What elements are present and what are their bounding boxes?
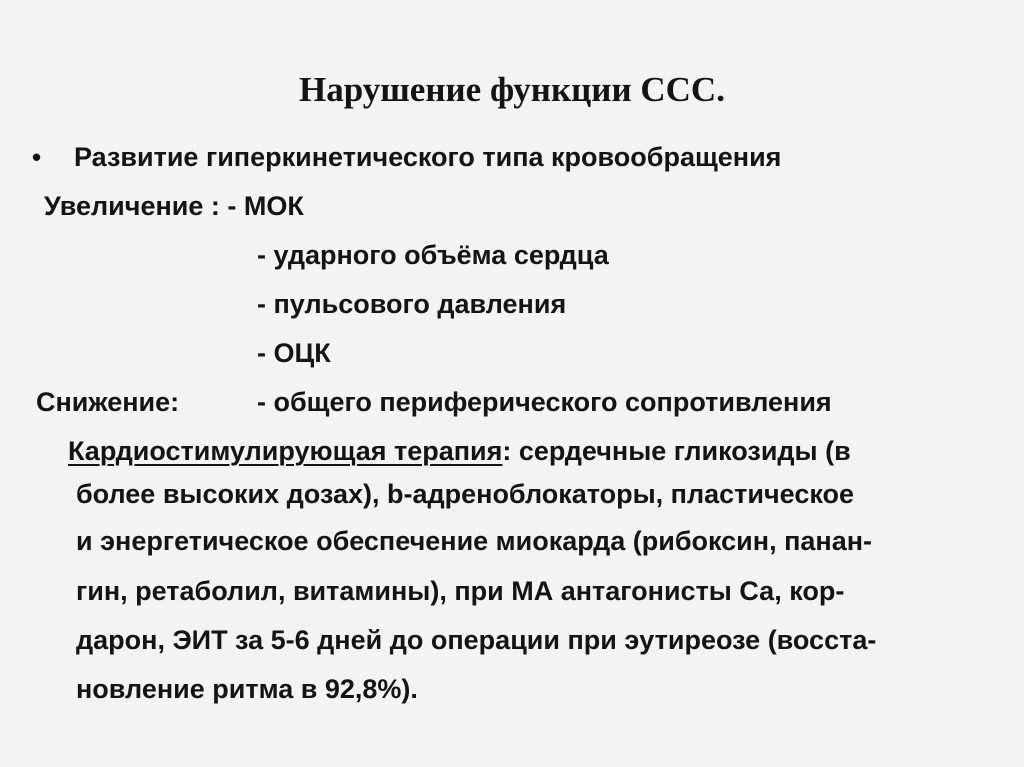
therapy-line-3: гин, ретаболил, витамины), при МА антагонисты Са, кор- bbox=[76, 576, 845, 606]
therapy-heading-suffix: : сердечные гликозиды (в bbox=[502, 436, 851, 466]
decrease-item: - общего периферического сопротивления bbox=[257, 387, 832, 417]
therapy-line-1: более высоких дозах), b-адреноблокаторы, пластическое bbox=[76, 479, 855, 509]
therapy-first-line bbox=[68, 435, 851, 467]
increase-item-pulse-pressure: - пульсового давления bbox=[257, 289, 567, 319]
increase-label: Увеличение : - МОК bbox=[44, 191, 304, 221]
decrease-label: Снижение: bbox=[36, 387, 180, 417]
bullet-icon: • bbox=[32, 142, 42, 172]
increase-item-stroke-volume: - ударного объёма сердца bbox=[257, 240, 609, 270]
bullet-text: Развитие гиперкинетического типа кровообращения bbox=[74, 142, 782, 172]
slide-title: Нарушение функции ССС. bbox=[299, 70, 725, 109]
therapy-line-2: и энергетическое обеспечение миокарда (рибоксин, панан- bbox=[76, 526, 873, 556]
therapy-line-5: новление ритма в 92,8%). bbox=[76, 674, 418, 704]
therapy-line-4: дарон, ЭИТ за 5-6 дней до операции при эутиреозе (восста- bbox=[76, 625, 877, 655]
increase-item-ock: - ОЦК bbox=[257, 338, 331, 368]
therapy-heading: Кардиостимулирующая терапия bbox=[68, 436, 503, 466]
